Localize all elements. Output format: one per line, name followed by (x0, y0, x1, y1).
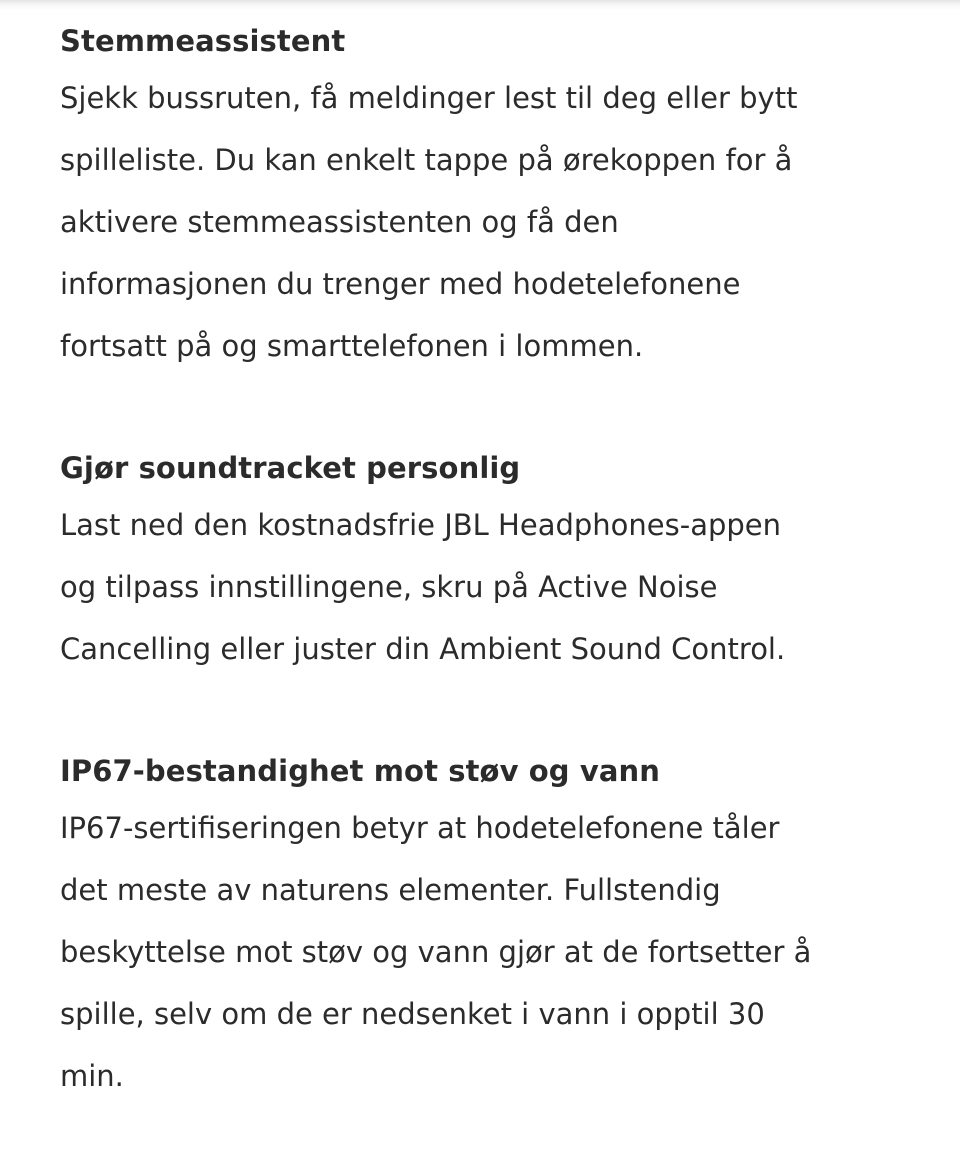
body-line: Last ned den kostnadsfrie JBL Headphones-appen (60, 508, 782, 542)
body-line: Cancelling eller juster din Ambient Sound Control. (60, 632, 786, 666)
section-body (60, 67, 920, 377)
section-title: IP67-bestandighet mot støv og vann (60, 754, 661, 788)
body-line: aktivere stemmeassistenten og få den (60, 205, 619, 239)
section-body (60, 494, 920, 680)
body-line: og tilpass innstillingene, skru på Active Noise (60, 570, 718, 604)
body-line: IP67-sertifiseringen betyr at hodetelefonene tåler (60, 811, 780, 845)
body-line: spille, selv om de er nedsenket i vann i opptil 30 (60, 997, 765, 1031)
body-line: spilleliste. Du kan enkelt tappe på ørekoppen for å (60, 143, 793, 177)
section-ip67 (60, 745, 920, 1107)
body-line: Sjekk bussruten, få meldinger lest til deg eller bytt (60, 81, 798, 115)
section-voice-assistant (60, 15, 920, 377)
top-shadow (0, 0, 960, 10)
body-line: informasjonen du trenger med hodetelefonene (60, 267, 741, 301)
product-description (60, 15, 920, 1107)
section-title: Stemmeassistent (60, 24, 346, 58)
body-line: det meste av naturens elementer. Fullstendig (60, 873, 721, 907)
section-personalize-soundtrack (60, 442, 920, 680)
section-body (60, 797, 920, 1107)
body-line: beskyttelse mot støv og vann gjør at de fortsetter å (60, 935, 812, 969)
section-title: Gjør soundtracket personlig (60, 451, 521, 485)
body-line: fortsatt på og smarttelefonen i lommen. (60, 329, 644, 363)
body-line: min. (60, 1059, 124, 1093)
